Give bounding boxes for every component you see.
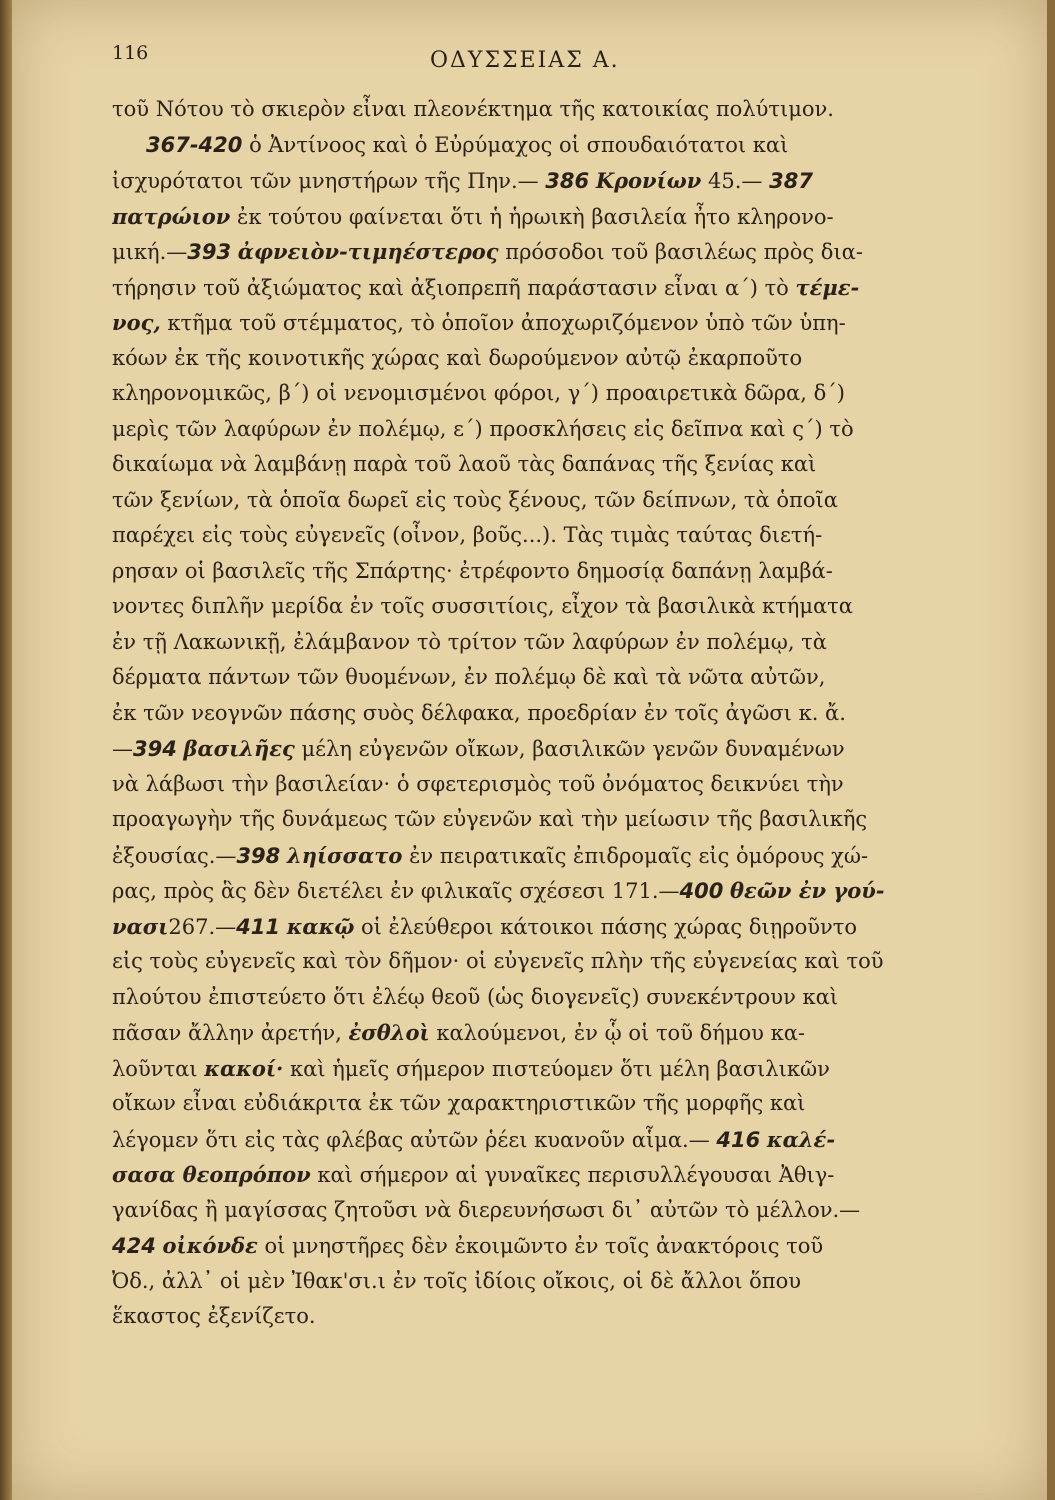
text-run: οἱ μνηστῆρες δὲν ἐκοιμῶντο ἐν τοῖς ἀνακτόροις τοῦ [257, 1234, 824, 1258]
text-run: μέλη εὐγενῶν οἴκων, βασιλικῶν γενῶν δυναμένων [294, 737, 845, 761]
verse-reference: 386 [545, 169, 590, 193]
text-run: τοῦ Νότου τὸ σκιερὸν εἶναι πλεονέκτημα τῆς κατοικίας πολύτιμον. [112, 97, 834, 121]
lemma-term: ἀφνειὸν-τιμηέστερος [237, 239, 499, 264]
text-run: καλούμενοι, ἐν ᾧ οἱ τοῦ δήμου κα- [429, 1021, 806, 1045]
text-run: παρέχει εἰς τοὺς εὐγενεῖς (οἶνον, βοῦς...). Τὰς τιμὰς ταύτας διετή- [112, 523, 823, 547]
text-line [112, 944, 942, 980]
lemma-term: καλέ- [766, 1126, 836, 1152]
text-line [112, 376, 942, 412]
text-line [112, 731, 942, 767]
text-line [112, 447, 942, 483]
text-line [112, 625, 942, 661]
text-run: οἴκων εἶναι εὐδιάκριτα ἐκ τῶν χαρακτηριστικῶν τῆς μορφῆς καὶ [112, 1091, 806, 1115]
text-line [112, 980, 942, 1016]
text-run: 45.— [701, 169, 770, 193]
text-run: κόων ἐκ τῆς κοινοτικῆς χώρας καὶ δωρούμενον αὐτῷ ἐκαρποῦτο [112, 345, 803, 370]
text-line [112, 1015, 942, 1051]
text-line [112, 589, 942, 625]
text-run: πλούτου ἐπιστεύετο ὅτι ἐλέῳ θεοῦ (ὡς διογενεῖς) συνεκέντρουν καὶ [112, 984, 839, 1009]
lemma-term: θεῶν ἐν γού- [730, 878, 885, 903]
text-line [112, 483, 942, 519]
text-run: ρας, πρὸς ἃς δὲν διετέλει ἐν φιλικαῖς σχέσεσι 171.— [112, 879, 680, 903]
text-line [112, 1086, 942, 1122]
text-run: δικαίωμα νὰ λαμβάνῃ παρὰ τοῦ λαοῦ τὰς δαπάνας τῆς ξενίας καὶ [112, 452, 817, 476]
text-line [112, 412, 942, 448]
text-run: νὰ λάβωσι τὴν βασιλείαν· ὁ σφετερισμὸς τοῦ ὀνόματος δεικνύει τὴν [112, 771, 844, 796]
lemma-term: οἰκόνδε [162, 1233, 258, 1258]
text-run: ἐκ τῶν νεογνῶν πάσης συὸς δέλφακα, προεδρίαν ἐν τοῖς ἀγῶσι κ. ἄ. [112, 700, 846, 725]
text-line [112, 909, 942, 945]
text-run: ρησαν οἱ βασιλεῖς τῆς Σπάρτης· ἐτρέφοντο δημοσίᾳ δαπάνῃ λαμβά- [112, 558, 833, 583]
text-run: εἰς τοὺς εὐγενεῖς καὶ τὸν δῆμον· οἱ εὐγενεῖς πλὴν τῆς εὐγενείας καὶ τοῦ [112, 949, 884, 973]
lemma-term: πατρώιον [112, 203, 231, 229]
verse-reference: 400 [679, 879, 724, 903]
text-run: ἕκαστος ἐξενίζετο. [112, 1304, 316, 1328]
lemma-term: ἐσθλοὶ [348, 1020, 430, 1045]
verse-reference: 393 [187, 240, 232, 264]
text-run [760, 1128, 767, 1152]
text-run: κτῆμα τοῦ στέμματος, τὸ ὁποῖον ἀποχωριζόμενον ὑπὸ τῶν ὑπη- [160, 311, 846, 335]
verse-reference: 367-420 [146, 132, 243, 157]
text-line [112, 1122, 942, 1158]
text-line [112, 1299, 942, 1335]
text-run [177, 737, 184, 761]
text-line [112, 660, 942, 696]
text-line [112, 234, 942, 270]
text-line [112, 163, 942, 199]
text-line [112, 767, 942, 803]
lemma-term: τέμε- [795, 274, 860, 300]
lemma-term: νασι [112, 913, 169, 939]
text-line [112, 838, 942, 874]
text-run: Ὀδ., ἀλλ᾽ οἱ μὲν Ἰθακ'σι.ι ἐν τοῖς ἰδίοις οἴκοις, οἱ δὲ ἄλλοι ὅπου [112, 1268, 801, 1293]
page-number: 116 [112, 42, 149, 64]
text-line [112, 873, 942, 909]
text-run: ἐν πειρατικαῖς ἐπιδρομαῖς εἰς ὁμόρους χώ- [402, 843, 869, 868]
text-run [280, 915, 287, 939]
text-run: προαγωγὴν τῆς δυνάμεως τῶν εὐγενῶν καὶ τὴν μείωσιν τῆς βασιλικῆς [112, 807, 868, 831]
lemma-term: κακοί· [204, 1055, 284, 1081]
text-line [112, 1051, 942, 1087]
book-gutter-edge [0, 0, 12, 1500]
text-run: ἰσχυρότατοι τῶν μνηστήρων τῆς Πην.— [112, 169, 546, 193]
text-run: οἱ ἐλεύθεροι κάτοικοι πάσης χώρας διῃροῦντο [354, 914, 858, 939]
lemma-term: νος, [112, 310, 161, 335]
text-line [112, 518, 942, 554]
text-line [112, 696, 942, 732]
text-line [112, 305, 942, 341]
verse-reference: 387 [769, 169, 813, 193]
text-run: πᾶσαν ἄλλην ἀρετήν, [112, 1021, 349, 1045]
text-line [112, 1228, 942, 1264]
lemma-term: κακῷ [286, 913, 355, 939]
text-run: λέγομεν ὅτι εἰς τὰς φλέβας αὐτῶν ῥέει κυανοῦν αἷμα.— [112, 1127, 717, 1152]
text-line [112, 270, 942, 306]
text-line [112, 341, 942, 377]
text-run: 267.— [168, 914, 237, 939]
text-run: κληρονομικῶς, β΄) οἱ νενομισμένοι φόροι, γ΄) προαιρετικὰ δῶρα, δ΄) [112, 381, 845, 405]
lemma-term: ληίσσατο [286, 842, 403, 868]
verse-reference: 411 [236, 914, 280, 939]
lemma-term: σασα θεοπρόπον [112, 1162, 311, 1187]
text-run [280, 844, 287, 868]
text-run: μική.— [112, 240, 188, 264]
text-run [231, 240, 238, 264]
text-line [112, 554, 942, 590]
text-line [112, 1157, 942, 1193]
text-run: νοντες διπλῆν μερίδα ἐν τοῖς συσσιτίοις, εἶχον τὰ βασιλικὰ κτήματα [112, 594, 853, 618]
text-line [112, 1193, 942, 1229]
lemma-term: βασιλῆες [183, 736, 295, 761]
text-line [112, 802, 942, 838]
text-run: πρόσοδοι τοῦ βασιλέως πρὸς δια- [498, 240, 863, 264]
text-run: λοῦνται [112, 1056, 205, 1081]
text-run: δέρματα πάντων τῶν θυομένων, ἐν πολέμῳ δὲ καὶ τὰ νῶτα αὐτῶν, [112, 665, 826, 689]
text-run: τήρησιν τοῦ ἀξιώματος καὶ ἀξιοπρεπῆ παράστασιν εἶναι α΄) τὸ [112, 275, 796, 300]
text-run: ἐξουσίας.— [112, 843, 237, 868]
text-line [112, 1264, 942, 1300]
text-run [589, 169, 596, 193]
text-run: — [112, 737, 133, 761]
text-run: καὶ σήμερον αἱ γυναῖκες περισυλλέγουσαι Ἀθιγ- [310, 1163, 835, 1187]
verse-reference: 394 [133, 737, 177, 761]
text-run [156, 1234, 163, 1258]
text-run: καὶ ἡμεῖς σήμερον πιστεύομεν ὅτι μέλη βασιλικῶν [283, 1056, 830, 1081]
verse-reference: 416 [716, 1127, 761, 1152]
text-line [112, 92, 942, 128]
text-run: μερὶς τῶν λαφύρων ἐν πολέμῳ, ε΄) προσκλήσεις εἰς δεῖπνα καὶ ς΄) τὸ [112, 416, 854, 441]
text-line [112, 199, 942, 235]
text-run: ἐν τῇ Λακωνικῇ, ἐλάμβανον τὸ τρίτον τῶν λαφύρων ἐν πολέμῳ, τὰ [112, 629, 827, 654]
commentary-text [112, 92, 942, 1335]
text-run: ὁ Ἀντίνοος καὶ ὁ Εὐρύμαχος οἱ σπουδαιότατοι καὶ [242, 132, 789, 157]
verse-reference: 424 [112, 1234, 156, 1258]
verse-reference: 398 [236, 843, 281, 868]
lemma-term: Κρονίων [595, 168, 702, 193]
running-head: ΟΔΥΣΣΕΙΑΣ Α. [430, 48, 620, 73]
text-run: γανίδας ἢ μαγίσσας ζητοῦσι νὰ διερευνήσωσι δι᾽ αὐτῶν τὸ μέλλον.— [112, 1197, 861, 1222]
text-line [112, 128, 942, 164]
text-run: ἐκ τούτου φαίνεται ὅτι ἡ ἡρωικὴ βασιλεία ἦτο κληρονο- [230, 204, 834, 229]
text-run: τῶν ξενίων, τὰ ὁποῖα δωρεῖ εἰς τοὺς ξένους, τῶν δείπνων, τὰ ὁποῖα [112, 487, 838, 512]
